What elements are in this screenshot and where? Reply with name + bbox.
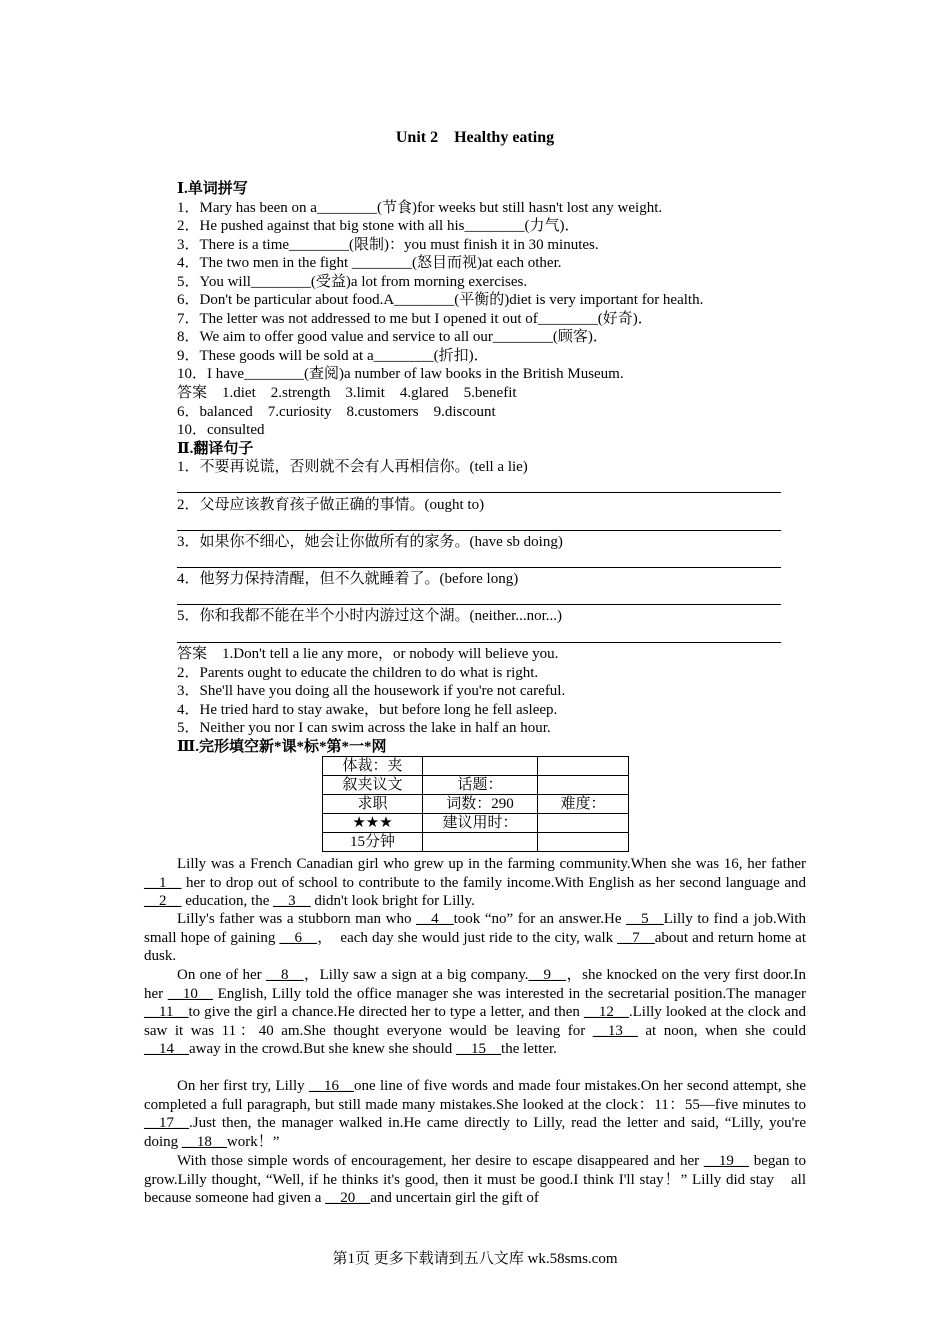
page-title: Unit 2 Healthy eating <box>395 129 555 146</box>
info-cell <box>538 814 629 833</box>
section-1-item: 4．The two men in the fight ________(怒目而视)at each other. <box>177 255 562 271</box>
passage-text: took “no” for an answer.He <box>453 911 627 927</box>
passage-text: education, the <box>181 893 274 909</box>
section-2-item: 4．他努力保持清醒，但不久就睡着了。(before long) <box>177 571 519 587</box>
info-cell <box>538 833 629 852</box>
blank-10: __10__ <box>167 985 213 1002</box>
info-cell: 建议用时： <box>423 814 538 833</box>
info-cell: 求职 <box>323 795 423 814</box>
info-cell: 话题： <box>423 776 538 795</box>
section-1-item: 6．Don't be particular about food.A________(平衡的)diet is very important for health. <box>177 292 704 308</box>
blank-3: __3__ <box>273 893 311 909</box>
section-2-item: 1．不要再说谎，否则就不会有人再相信你。(tell a lie) <box>177 459 528 475</box>
passage-text: and uncertain girl the gift of <box>370 1190 539 1206</box>
info-cell: 体裁：夹 <box>323 757 423 776</box>
section-1-item: 2．He pushed against that big stone with all his________(力气)． <box>177 218 580 234</box>
section-2-item: 2．父母应该教育孩子做正确的事情。(ought to) <box>177 497 485 513</box>
blank-7: __7__ <box>617 929 655 946</box>
passage-text: one line of five words and made four mistakes.On her second attempt, she completed a full paragraph, but still made many mistakes.She looked at the clock：11：55—five minutes to <box>144 1078 806 1113</box>
section-2-item: 3．如果你不细心，她会让你做所有的家务。(have sb doing) <box>177 534 563 550</box>
section-2-answer: 3．She'll have you doing all the housework if you're not careful. <box>177 683 566 699</box>
section-2-heading: Ⅱ.翻译句子 <box>177 441 254 457</box>
info-cell: 词数：290 <box>423 795 538 814</box>
passage-text: at noon, when she could <box>637 1022 806 1039</box>
passage-paragraph-2 <box>144 910 806 966</box>
info-table <box>322 756 629 852</box>
section-1-item: 1．Mary has been on a________(节食)for weeks but still hasn't lost any weight. <box>177 200 663 216</box>
passage-paragraph-1 <box>144 855 806 911</box>
passage-text: Lilly was a French Canadian girl who grew up in the farming community.When she was 16, her father <box>177 856 806 872</box>
passage-paragraph-4 <box>144 1077 806 1151</box>
blank-5: __5__ <box>626 911 664 927</box>
passage-text: away in the crowd.But she knew she should <box>189 1041 457 1057</box>
passage-text: English, Lilly told the office manager she was interested in the secretarial position.The manager <box>212 985 806 1002</box>
answer-line <box>177 492 781 493</box>
passage-text: ， each day she would just ride to the city, walk <box>316 929 618 946</box>
section-1-item: 10．I have________(查阅)a number of law books in the British Museum. <box>177 366 624 382</box>
passage-text: about and return home at dusk. <box>144 929 806 964</box>
section-2-answer: 5．Neither you nor I can swim across the lake in half an hour. <box>177 720 551 736</box>
section-1-answer: 答案 1.diet 2.strength 3.limit 4.glared 5.benefit <box>177 385 517 401</box>
blank-1: __1__ <box>144 874 182 891</box>
section-2-answer: 答案 1.Don't tell a lie any more，or nobody will believe you. <box>177 646 559 662</box>
section-1-item: 9．These goods will be sold at a________(折扣)． <box>177 348 489 364</box>
passage-text: ，Lilly saw a sign at a big company. <box>303 967 529 983</box>
section-1-item: 5．You will________(受益)a lot from morning exercises. <box>177 274 528 290</box>
passage-paragraph-3 <box>144 966 806 1059</box>
answer-line <box>177 642 781 643</box>
blank-17: __17__ <box>144 1115 189 1131</box>
passage-text: the letter. <box>501 1041 557 1057</box>
answer-line <box>177 567 781 568</box>
section-1-item: 8．We aim to offer good value and service to all our________(顾客)． <box>177 329 608 345</box>
passage-text: Lilly to find a job.With small hope of gaining <box>144 911 806 946</box>
passage-text: her to drop out of school to contribute to the family income.With English as her second language and <box>181 874 806 891</box>
blank-13: __13__ <box>592 1022 638 1039</box>
blank-16: __16__ <box>308 1078 354 1094</box>
passage-text: .Just then, the manager walked in.He came directly to Lilly, read the letter and said, “Lilly, you're doing <box>144 1115 806 1150</box>
section-3-heading: Ⅲ.完形填空新*课*标*第*一*网 <box>177 739 387 755</box>
blank-20: __20__ <box>325 1190 371 1206</box>
section-2-answer: 4．He tried hard to stay awake，but before long he fell asleep. <box>177 702 558 718</box>
answer-line <box>177 530 781 531</box>
passage-text: .Lilly looked at the clock and saw it was 11：40 am.She thought everyone would be leaving for <box>144 1004 806 1039</box>
blank-15: __15__ <box>456 1041 502 1057</box>
info-cell <box>538 776 629 795</box>
info-cell <box>538 757 629 776</box>
blank-9: __9__ <box>528 967 566 983</box>
info-cell <box>423 757 538 776</box>
answer-line <box>177 604 781 605</box>
info-cell: ★★★ <box>323 814 423 833</box>
blank-18: __18__ <box>181 1133 227 1150</box>
info-cell <box>423 833 538 852</box>
passage-text: to give the girl a chance.He directed her to type a letter, and then <box>188 1004 584 1020</box>
blank-14: __14__ <box>144 1041 189 1057</box>
info-cell: 15分钟 <box>323 833 423 852</box>
passage-text: With those simple words of encouragement, her desire to escape disappeared and her <box>177 1153 704 1169</box>
blank-19: __19__ <box>703 1153 749 1169</box>
page-footer: 第1页 更多下载请到五八文库 wk.58sms.com <box>332 1251 618 1267</box>
section-1-item: 3．There is a time________(限制)：you must finish it in 30 minutes. <box>177 237 599 253</box>
passage-text: On one of her <box>177 967 266 983</box>
passage-text: ，she knocked on the very first door.In her <box>144 967 806 1002</box>
passage-text: didn't look bright for Lilly. <box>310 893 475 909</box>
blank-8: __8__ <box>265 967 304 983</box>
blank-2: __2__ <box>144 893 182 909</box>
section-1-answer: 10．consulted <box>177 422 265 438</box>
passage-text: Lilly's father was a stubborn man who <box>177 911 417 927</box>
section-1-answer: 6．balanced 7.curiosity 8.customers 9.discount <box>177 404 496 420</box>
info-cell: 难度： <box>538 795 629 814</box>
passage-text: began to grow.Lilly thought, “Well, if he thinks it's good, then it must be good.I think I'll stay！” Lilly did stay all because someone had given a <box>144 1153 806 1206</box>
blank-4: __4__ <box>416 911 454 927</box>
passage-paragraph-5 <box>144 1152 806 1208</box>
section-2-answer: 2．Parents ought to educate the children to do what is right. <box>177 665 539 681</box>
blank-12: __12__ <box>583 1004 629 1020</box>
blank-11: __11__ <box>144 1004 189 1020</box>
passage-text: work！” <box>226 1133 280 1150</box>
section-1-heading: Ⅰ.单词拼写 <box>177 181 248 197</box>
info-cell: 叙夹议文 <box>323 776 423 795</box>
blank-6: __6__ <box>279 929 317 946</box>
passage-text: On her first try, Lilly <box>177 1078 309 1094</box>
section-2-item: 5．你和我都不能在半个小时内游过这个湖。(neither...nor...) <box>177 608 562 624</box>
section-1-item: 7．The letter was not addressed to me but I opened it out of________(好奇)． <box>177 311 653 327</box>
